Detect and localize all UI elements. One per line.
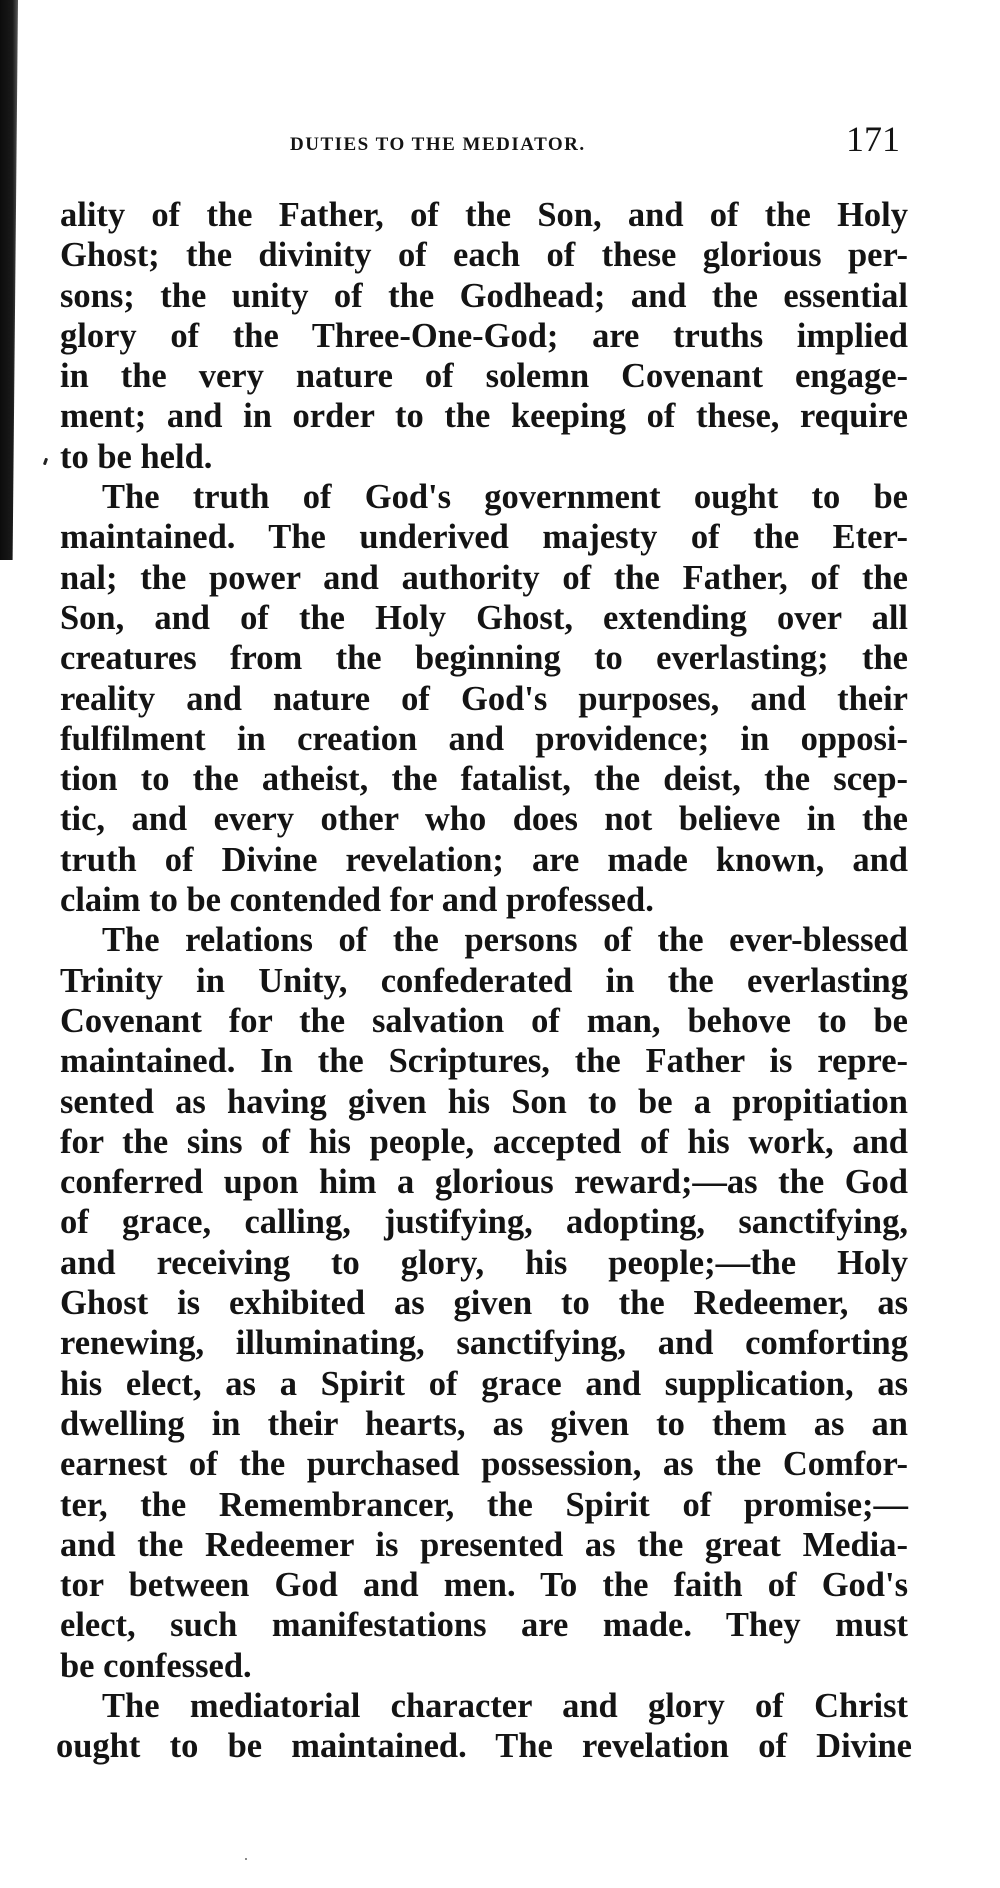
page-number: 171 xyxy=(846,119,900,159)
text-line: to be held. xyxy=(60,437,213,476)
text-line: ought to be maintained. The revelation of Divine xyxy=(56,1727,912,1766)
text-line: Son, and of the Holy Ghost, extending over all xyxy=(60,598,908,637)
text-line: maintained. The underived majesty of the Eter- xyxy=(60,518,908,557)
text-line: sented as having given his Son to be a propitiation xyxy=(60,1082,908,1121)
text-line: and receiving to glory, his people;—the Holy xyxy=(60,1243,908,1282)
text-line: for the sins of his people, accepted of his work, and xyxy=(60,1122,908,1161)
text-line: ment; and in order to the keeping of these, require xyxy=(60,397,908,436)
text-line: creatures from the beginning to everlasting; the xyxy=(60,639,908,678)
paragraph-start-line: The mediatorial character and glory of Christ xyxy=(102,1686,908,1725)
text-line: Ghost; the divinity of each of these glorious per- xyxy=(60,236,908,275)
text-line: nal; the power and authority of the Father, of the xyxy=(60,558,908,597)
ink-speck xyxy=(43,458,48,466)
text-line: be confessed. xyxy=(60,1646,252,1685)
text-line: in the very nature of solemn Covenant engage- xyxy=(60,357,908,396)
text-line: sons; the unity of the Godhead; and the essential xyxy=(60,276,908,315)
text-line: his elect, as a Spirit of grace and supplication, as xyxy=(60,1364,908,1403)
text-line: dwelling in their hearts, as given to them as an xyxy=(60,1404,908,1443)
text-line: renewing, illuminating, sanctifying, and comforting xyxy=(60,1324,908,1363)
text-line: Trinity in Unity, confederated in the everlasting xyxy=(60,961,908,1000)
text-line: fulfilment in creation and providence; in opposi- xyxy=(60,719,908,758)
text-line: and the Redeemer is presented as the great Media- xyxy=(60,1525,908,1564)
text-line: tor between God and men. To the faith of God's xyxy=(60,1566,908,1605)
text-line: glory of the Three-One-God; are truths implied xyxy=(60,316,908,355)
page-binding-shadow xyxy=(0,0,18,560)
text-line: ality of the Father, of the Son, and of the Holy xyxy=(60,196,908,234)
text-line: claim to be contended for and professed. xyxy=(60,881,654,920)
text-line: elect, such manifestations are made. They must xyxy=(60,1606,908,1645)
text-line: of grace, calling, justifying, adopting, sanctifying, xyxy=(60,1203,908,1242)
text-line: ter, the Remembrancer, the Spirit of promise;— xyxy=(60,1485,908,1524)
ink-speck xyxy=(245,1858,247,1860)
text-line: Ghost is exhibited as given to the Redeemer, as xyxy=(60,1284,908,1323)
body-text xyxy=(56,195,912,1767)
text-line: Covenant for the salvation of man, behove to be xyxy=(60,1001,908,1040)
text-line: tic, and every other who does not believe in the xyxy=(60,800,908,839)
text-line: tion to the atheist, the fatalist, the deist, the scep- xyxy=(60,760,908,799)
text-line: truth of Divine revelation; are made known, and xyxy=(60,840,908,879)
text-line: reality and nature of God's purposes, and their xyxy=(60,679,908,718)
paragraph-start-line: The truth of God's government ought to be xyxy=(102,478,908,517)
paragraph-start-line: The relations of the persons of the ever-blessed xyxy=(102,921,908,960)
text-line: earnest of the purchased possession, as the Comfor- xyxy=(60,1445,908,1484)
text-line: conferred upon him a glorious reward;—as the God xyxy=(60,1163,908,1202)
text-line: maintained. In the Scriptures, the Father is repre- xyxy=(60,1042,908,1081)
